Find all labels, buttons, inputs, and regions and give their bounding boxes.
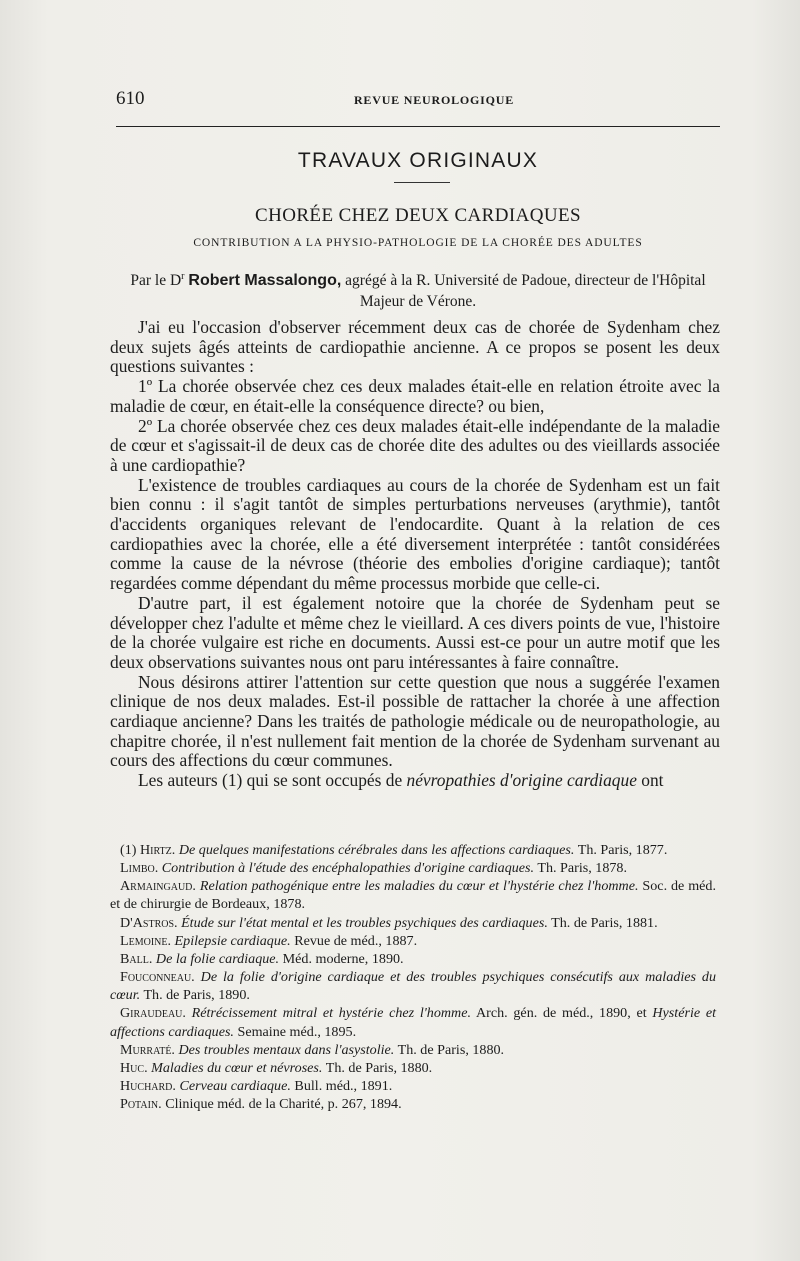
footnote — [110, 1004, 716, 1040]
footnote-source: Revue de méd., 1887. — [294, 932, 418, 949]
footnote-author: Giraudeau. — [120, 1005, 186, 1022]
article-title: CHORÉE CHEZ DEUX CARDIAQUES — [255, 205, 581, 226]
last-paragraph-text: Les auteurs (1) qui se sont occupés de — [138, 770, 407, 791]
footnote — [110, 968, 716, 1004]
footnote — [110, 914, 716, 932]
footnote-author: D'Astros. — [120, 914, 178, 931]
footnote-source: Th. Paris, 1878. — [537, 860, 628, 877]
paragraph: 1º La chorée observée chez ces deux malades était-elle en relation étroite avec la maladie de cœur, en était-elle la conséquence directe? ou bien, — [110, 376, 720, 416]
footnote-author: Armaingaud. — [120, 878, 196, 895]
footnote-author: Hirtz. — [139, 842, 176, 858]
footnote-title: Hystérie et affections cardiaques. — [110, 1005, 717, 1040]
footnote-source: Arch. gén. de méd., 1890, et — [475, 1005, 647, 1022]
last-paragraph-emphasis: névropathies d'origine cardiaque — [406, 770, 637, 791]
footnote-author: Potain. — [120, 1096, 162, 1113]
footnote — [110, 950, 716, 968]
article-body — [110, 318, 720, 791]
section-divider — [394, 182, 450, 183]
page-number: 610 — [116, 88, 145, 109]
running-head — [116, 88, 720, 114]
footnote-author: Huc. — [120, 1059, 148, 1076]
paragraph: Nous désirons attirer l'attention sur cette question que nous a suggérée l'examen clinique de nos deux malades. Est-il possible de rattacher la chorée à une affection cardiaque ancienne? Dans les traités de pathologie médicale ou de neuropathologie, au chapitre chorée, il n'est nullement fait mention de la chorée de Sydenham survenant au cours des affections du cœur communes. — [110, 671, 720, 771]
footnote-author: Lemoine. — [120, 932, 172, 949]
footnote-source: Semaine méd., 1895. — [237, 1023, 357, 1040]
paragraph: J'ai eu l'occasion d'observer récemment deux cas de chorée de Sydenham chez deux sujets âgés atteints de cardiopathie ancienne. A ce propos se posent les deux questions suivantes : — [110, 317, 720, 377]
footnote-title: Étude sur l'état mental et les troubles psychiques des cardiaques. — [181, 914, 548, 931]
footnote-source: Soc. de méd. et de chirurgie de Bordeaux, 1878. — [110, 878, 716, 913]
article-subtitle: CONTRIBUTION A LA PHYSIO-PATHOLOGIE DE LA CHORÉE DES ADULTES — [193, 237, 643, 249]
footnote-source: Th. de Paris, 1881. — [551, 914, 658, 931]
paragraph: 2º La chorée observée chez ces deux malades était-elle indépendante de la maladie de cœur et s'agissait-il de deux cas de chorée dite des adultes ou des vieillards associée à une cardiopathie? — [110, 415, 720, 475]
footnote — [110, 1059, 716, 1077]
footnote-title: De quelques manifestations cérébrales dans les affections cardiaques. — [178, 842, 575, 858]
footnote — [110, 1041, 716, 1059]
footnote-source: Th. de Paris, 1890. — [143, 987, 250, 1004]
footnote — [110, 1077, 716, 1095]
header-rule — [116, 126, 720, 127]
footnote-title: Epilepsie cardiaque. — [174, 932, 291, 949]
paragraph: D'autre part, il est également notoire que la chorée de Sydenham peut se développer chez l'adulte et même chez le vieillard. A ces divers points de vue, l'histoire de la chorée vulgaire est riche en documents. Aussi est-ce pour un autre motif que les deux observations suivantes nous ont paru intéressantes à faire connaître. — [110, 592, 720, 672]
footnote-title: De la folie cardiaque. — [155, 950, 280, 967]
footnote-title: Rétrécissement mitral et hystérie chez l'homme. — [191, 1005, 472, 1022]
footnote — [110, 859, 716, 877]
footnote-source: Bull. méd., 1891. — [294, 1078, 393, 1095]
footnote-source: Clinique méd. de la Charité, p. 267, 1894. — [165, 1096, 402, 1113]
footnote-author: Murraté. — [120, 1041, 175, 1058]
footnote-author: Huchard. — [120, 1078, 176, 1095]
footnote-title: De la folie d'origine cardiaque et des troubles psychiques consécutifs aux maladies du cœur. — [110, 969, 716, 1004]
footnote-source: Th. Paris, 1877. — [577, 842, 668, 858]
footnotes — [110, 841, 716, 1113]
byline-sup: r — [181, 271, 185, 282]
footnote-title: Cerveau cardiaque. — [179, 1078, 291, 1095]
footnote-source: Th. de Paris, 1880. — [325, 1059, 433, 1076]
author-affiliation: agrégé à la R. Université de Padoue, directeur de l'Hôpital Majeur de Vérone. — [345, 272, 706, 311]
footnote-title: Contribution à l'étude des encéphalopathies d'origine cardiaques. — [161, 860, 535, 877]
footnote-author: Limbo. — [120, 860, 159, 877]
footnote-marker: (1) — [120, 842, 140, 858]
footnote-source: Méd. moderne, 1890. — [282, 950, 404, 967]
author-name: Robert Massalongo, — [188, 272, 342, 290]
footnote-author: Ball. — [120, 950, 153, 967]
paragraph-last — [110, 771, 720, 791]
section-title: TRAVAUX ORIGINAUX — [297, 149, 539, 172]
footnote-source: Th. de Paris, 1880. — [397, 1041, 505, 1058]
footnote — [110, 877, 716, 913]
footnote-author: Fouconneau. — [120, 969, 195, 986]
footnote — [110, 932, 716, 950]
footnote-title: Maladies du cœur et névroses. — [151, 1059, 323, 1076]
footnote — [110, 1095, 716, 1113]
byline-prefix: Par le D — [130, 272, 182, 290]
paragraph: L'existence de troubles cardiaques au cours de la chorée de Sydenham est un fait bien connu : il s'agit tantôt de simples perturbations nerveuses (arythmie), tantôt d'accidents organiques relevant de l'endocardite. Quant à la relation de ces cardiopathies avec la chorée, elle a été diversement interprétée : tantôt considérées comme la cause de la névrose (théorie des embolies d'origine cardiaque); tantôt regardées comme dépendant du même processus morbide que celle-ci. — [110, 474, 720, 594]
footnote-title: Des troubles mentaux dans l'asystolie. — [178, 1041, 395, 1058]
footnote-title: Relation pathogénique entre les maladies du cœur et l'hystérie chez l'homme. — [199, 878, 639, 895]
journal-name: REVUE NEUROLOGIQUE — [353, 93, 515, 107]
byline — [116, 266, 720, 312]
footnote — [110, 841, 716, 859]
last-paragraph-end: ont — [636, 770, 664, 791]
